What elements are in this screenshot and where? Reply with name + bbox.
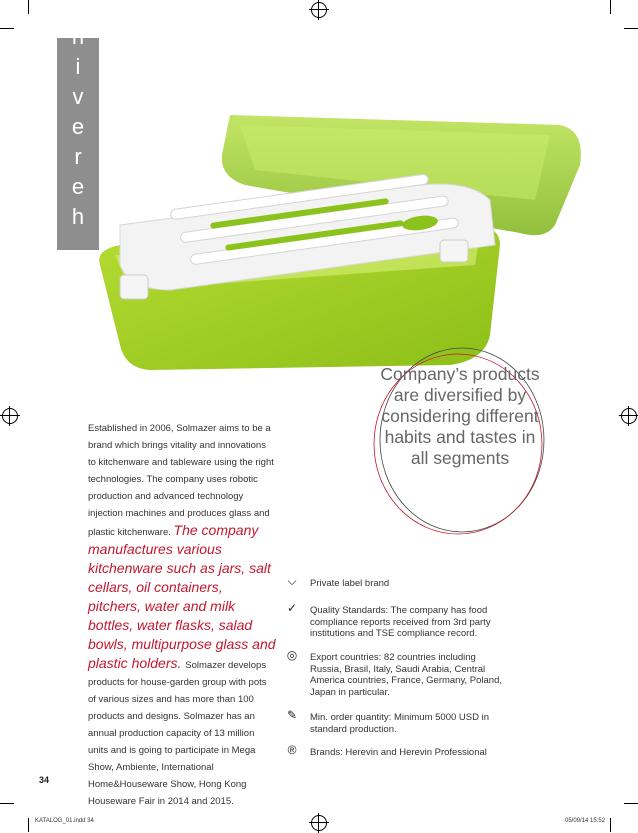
crop-mark [624,28,638,29]
brand-letter: i [75,54,81,79]
feature-text: Quality Standards: The company has food compliance reports received from 3rd party institutions and TSE compliance record. [310,605,491,639]
feature-text: Export countries: 82 countries including Russia, Brasil, Italy, Saudi Arabia, Central America countries, France, Germany, Poland, Japan in particular. [310,652,503,698]
quote-callout [370,340,550,540]
intro-paragraph-2: Solmazer develops products for house-garden group with pots of various sizes and has more than 100 products and designs. Solmazer has an annual production capacity of 13 million units and is going to participate in Mega Show, Ambiente, International Home&Houseware Show, Hong Kong Houseware Fair in 2014 and 2015. [88,660,267,807]
pencil-icon: ✎ [286,708,298,722]
intro-paragraph: Established in 2006, Solmazer aims to be a brand which brings vitality and innovations to kitchenware and tableware using the right technologies. The company uses robotic production and advanced technology injection machines and produces glass and plastic kitchenware. [88,423,274,538]
feature-text: Brands: Herevin and Herevin Professional [310,747,487,758]
registration-mark-icon [311,815,327,831]
crop-mark [0,28,14,29]
registration-mark-icon [311,2,327,18]
globe-icon: ◎ [286,648,298,662]
slug-filename: KATALOG_01.indd 34 [35,818,94,824]
product-photo [90,105,610,375]
crop-mark [28,0,29,14]
feature-item [285,648,510,698]
brand-letter: r [74,144,82,169]
page-number: 34 [39,775,50,785]
feature-text: Private label brand [310,578,390,589]
crop-mark [0,803,14,804]
quote-text: Company’s products are diversified by considering different habits and tastes in all segments [380,364,540,468]
check-icon: ✓ [286,601,298,615]
crop-mark [610,818,611,832]
registered-icon: ® [287,743,297,757]
intro-text [88,420,276,810]
feature-item [285,601,510,640]
slug-date: 05/09/14 15:52 [565,818,606,824]
intro-highlight: The company manufactures various kitchenware such as jars, salt cellars, oil containers, pitchers, water and milk bottles, water flasks, salad bowls, multipurpose glass and plastic holders. [88,522,276,671]
crop-mark [624,803,638,804]
brand-letter: e [71,114,85,139]
feature-item [285,743,510,759]
brand-letter: v [72,84,84,109]
feature-text: Min. order quantity: Minimum 5000 USD in standard production. [310,712,489,735]
brand-letter: h [71,204,85,229]
feature-item [285,708,510,735]
registration-mark-icon [2,408,18,424]
crop-mark [28,818,29,832]
crop-mark [610,0,611,14]
brand-letter: n [71,24,85,49]
brand-letter: e [71,174,85,199]
feature-item [285,574,510,590]
tag-icon: ⌵ [287,574,297,588]
registration-mark-icon [621,408,637,424]
